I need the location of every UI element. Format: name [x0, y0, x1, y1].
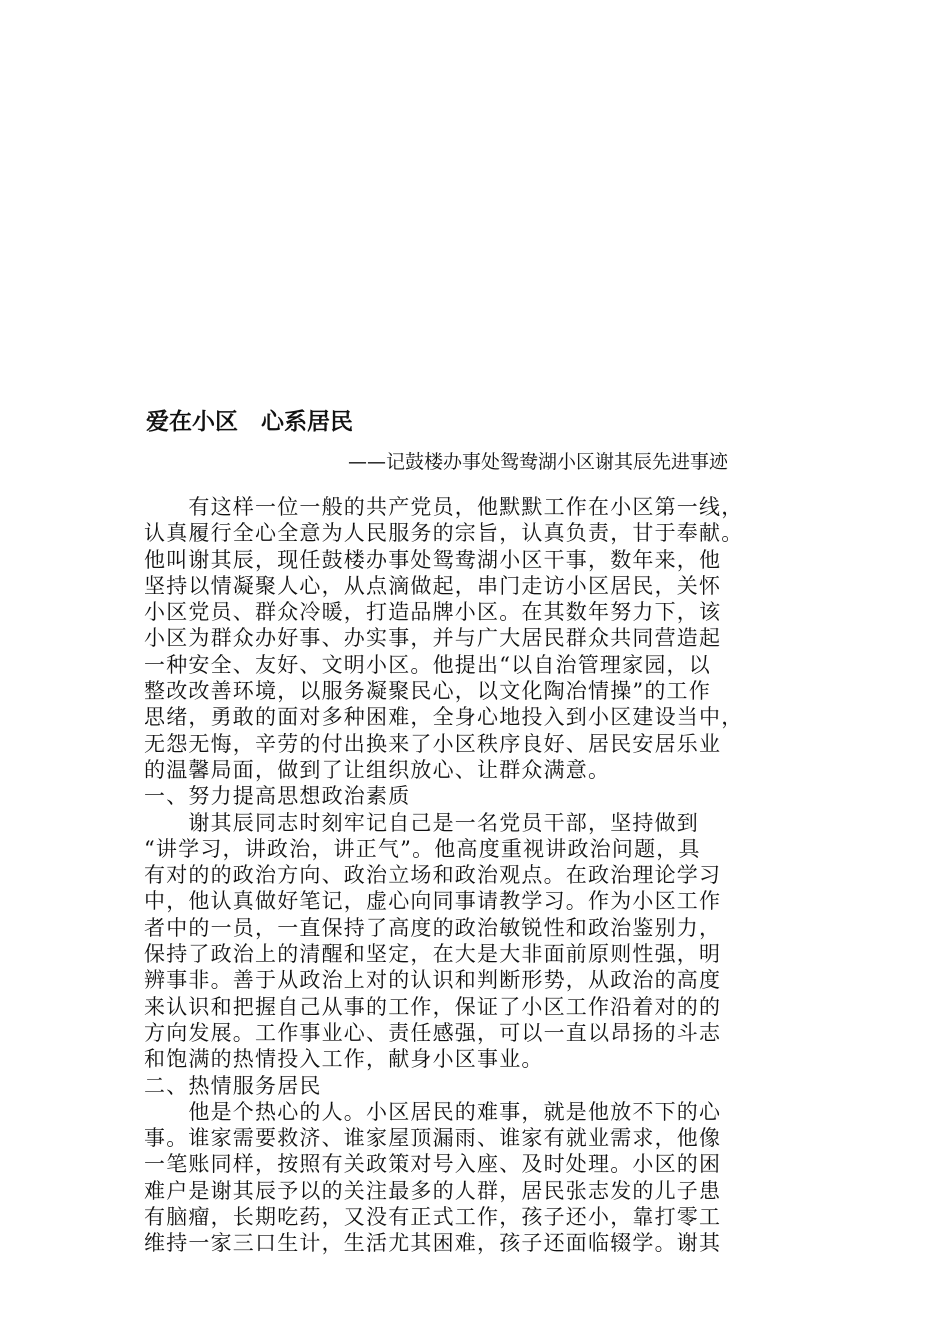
body-line: 小区为群众办好事、办实事，并与广大居民群众共同营造起: [144, 626, 722, 651]
body-line: 者中的一员，一直保持了高度的政治敏锐性和政治鉴别力，: [144, 915, 722, 940]
body-line: “讲学习，讲政治，讲正气”。他高度重视讲政治问题，具: [144, 836, 701, 861]
body-line: 一种安全、友好、文明小区。他提出“以自治管理家园，以: [144, 652, 711, 677]
body-line: 有这样一位一般的共产党员，他默默工作在小区第一线，: [144, 495, 744, 519]
body-line: 思绪，勇敢的面对多种困难，全身心地投入到小区建设当中，: [144, 705, 744, 730]
document-body: [144, 494, 814, 1257]
body-line: 认真履行全心全意为人民服务的宗旨，认真负责，甘于奉献。: [144, 521, 744, 546]
body-line: 方向发展。工作事业心、责任感强，可以一直以昂扬的斗志: [144, 1020, 722, 1045]
body-line: 小区党员、群众冷暖，打造品牌小区。在其数年努力下，该: [144, 600, 722, 625]
body-line: 维持一家三口生计，生活尤其困难，孩子还面临辍学。谢其: [144, 1231, 722, 1256]
document-title: 爱在小区 心系居民: [146, 409, 353, 435]
body-line: 来认识和把握自己从事的工作，保证了小区工作沿着对的的: [144, 994, 722, 1019]
body-line: 无怨无悔，辛劳的付出换来了小区秩序良好、居民安居乐业: [144, 731, 722, 756]
body-line: 二、热情服务居民: [144, 1073, 322, 1098]
document-subtitle: ——记鼓楼办事处鸳鸯湖小区谢其辰先进事迹: [348, 451, 729, 473]
body-line: 和饱满的热情投入工作，献身小区事业。: [144, 1047, 544, 1072]
body-line: 难户是谢其辰予以的关注最多的人群，居民张志发的儿子患: [144, 1178, 722, 1203]
body-line: 他是个热心的人。小区居民的难事，就是他放不下的心: [144, 1099, 722, 1124]
body-line: 中，他认真做好笔记，虚心向同事请教学习。作为小区工作: [144, 889, 722, 914]
body-line: 辨事非。善于从政治上对的认识和判断形势，从政治的高度: [144, 968, 722, 993]
body-line: 事。谁家需要救济、谁家屋顶漏雨、谁家有就业需求，他像: [144, 1126, 722, 1151]
body-line: 有对的的政治方向、政治立场和政治观点。在政治理论学习: [144, 863, 722, 888]
body-line: 一、努力提高思想政治素质: [144, 784, 411, 809]
body-line: 保持了政治上的清醒和坚定，在大是大非面前原则性强，明: [144, 942, 722, 967]
body-line: 谢其辰同志时刻牢记自己是一名党员干部，坚持做到: [144, 810, 699, 835]
body-line: 他叫谢其辰，现任鼓楼办事处鸳鸯湖小区干事，数年来，他: [144, 547, 722, 572]
body-line: 一笔账同样，按照有关政策对号入座、及时处理。小区的困: [144, 1152, 722, 1177]
body-line: 坚持以情凝聚人心，从点滴做起，串门走访小区居民，关怀: [144, 573, 722, 598]
body-line: 有脑瘤，长期吃药，又没有正式工作，孩子还小，靠打零工: [144, 1205, 722, 1230]
body-line: 的温馨局面，做到了让组织放心、让群众满意。: [144, 757, 611, 782]
body-line: 整改改善环境，以服务凝聚民心，以文化陶冶情操”的工作: [144, 679, 711, 704]
